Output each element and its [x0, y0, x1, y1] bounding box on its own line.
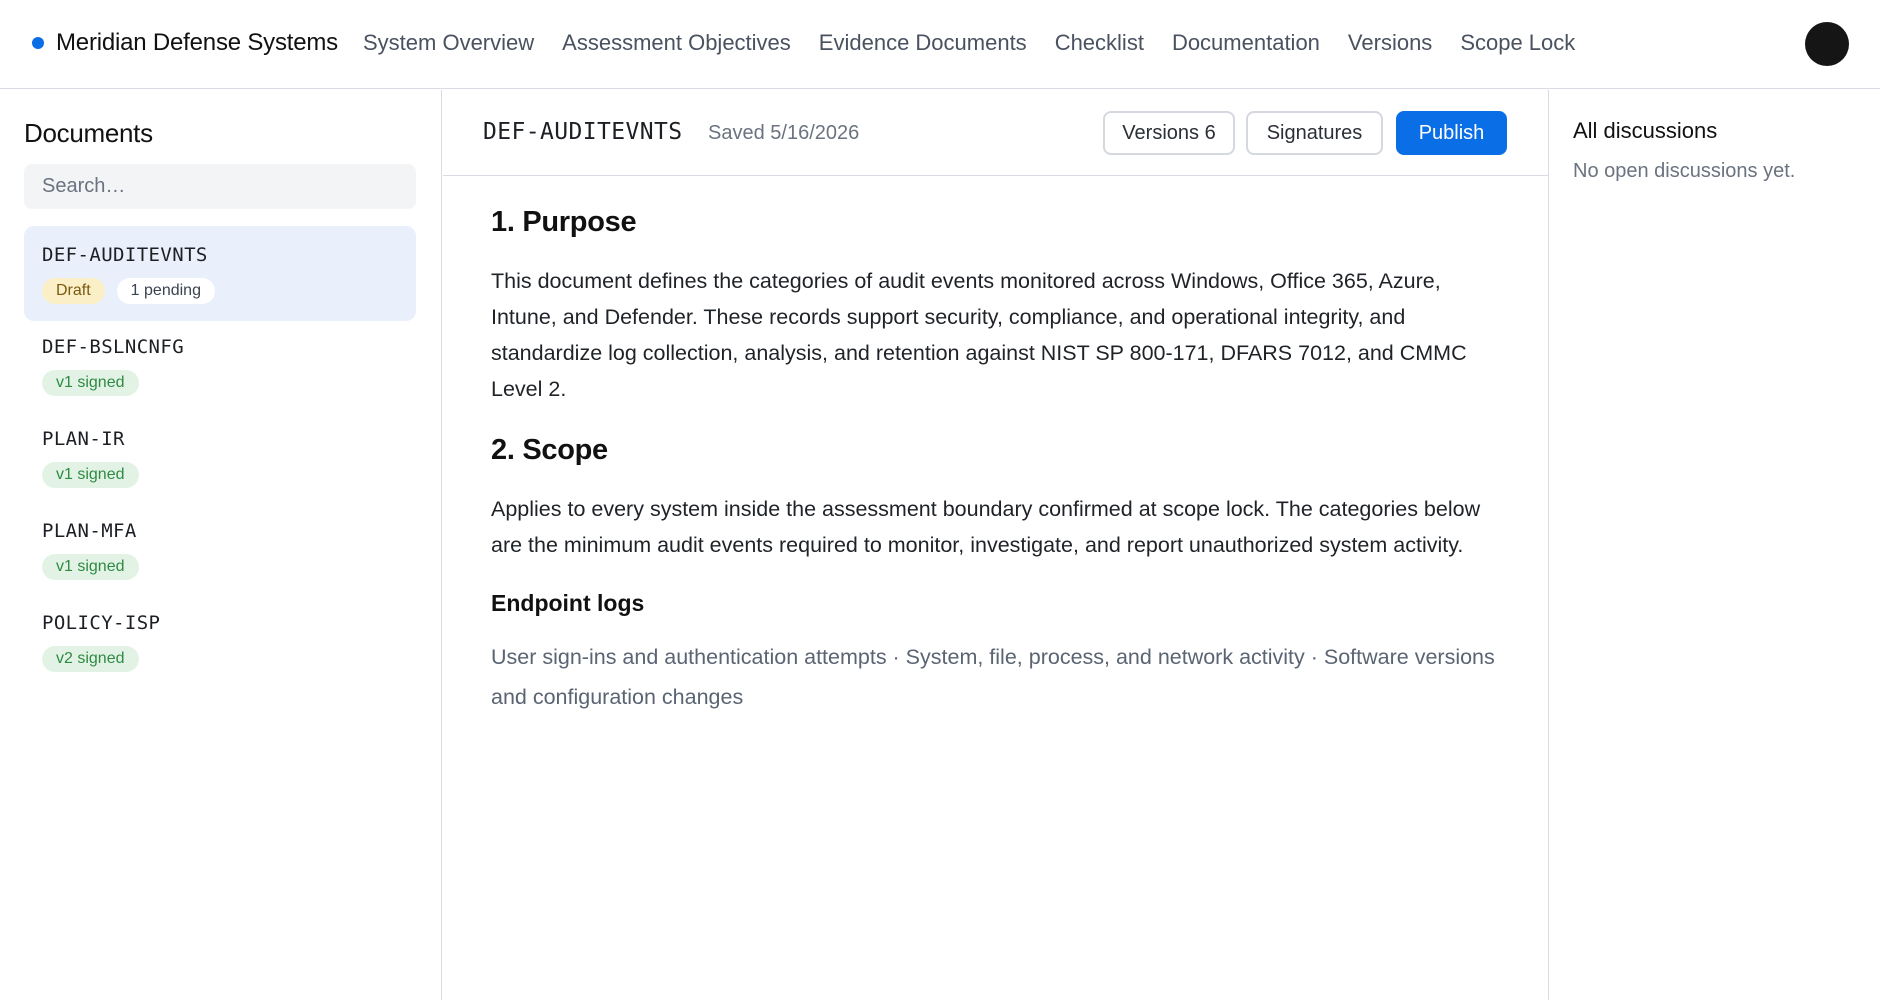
sidebar-title: Documents	[24, 118, 153, 148]
document-code: POLICY-ISP	[42, 612, 161, 634]
document-code: DEF-AUDITEVNTS	[42, 244, 208, 266]
search-input[interactable]	[24, 164, 416, 209]
subheading-endpoint-logs: Endpoint logs	[491, 590, 645, 616]
nav-checklist[interactable]: Checklist	[1054, 30, 1144, 55]
document-badges	[42, 370, 151, 396]
brand-dot-icon	[32, 37, 44, 49]
document-code: DEF-BSLNCNFG	[42, 336, 185, 358]
document-item-def-auditevnts[interactable]	[24, 226, 416, 321]
document-header	[443, 90, 1548, 176]
document-title: DEF-AUDITEVNTS	[483, 119, 683, 145]
nav-evidence-documents[interactable]: Evidence Documents	[818, 30, 1027, 55]
nav-assessment-objectives[interactable]: Assessment Objectives	[562, 30, 791, 55]
status-badge-signed: v1 signed	[42, 462, 139, 488]
document-item-plan-mfa[interactable]	[24, 502, 416, 597]
document-item-def-bslncnfg[interactable]	[24, 318, 416, 413]
section-text-purpose: This document defines the categories of audit events monitored across Windows, Office 365, Azure, Intune, and Defender. These records support security, compliance, and operational integrity, and standardize log collection, analysis, and retention against NIST SP 800-171, DFARS 7012, and CMMC Level 2.	[491, 269, 1467, 401]
nav-versions[interactable]: Versions	[1347, 30, 1433, 55]
nav-documentation[interactable]: Documentation	[1171, 30, 1320, 55]
brand[interactable]	[32, 29, 338, 57]
status-badge-pending: 1 pending	[117, 278, 215, 304]
status-badge-draft: Draft	[42, 278, 105, 304]
publish-button[interactable]: Publish	[1396, 111, 1507, 155]
section-text-scope: Applies to every system inside the assessment boundary confirmed at scope lock. The categories below are the minimum audit events required to monitor, investigate, and report unauthorized system activity.	[491, 497, 1481, 557]
section-heading-scope: 2. Scope	[491, 434, 608, 466]
saved-status: Saved 5/16/2026	[708, 122, 860, 144]
versions-button[interactable]: Versions 6	[1103, 111, 1235, 155]
status-badge-signed: v1 signed	[42, 370, 139, 396]
main-nav	[363, 30, 1603, 56]
user-avatar[interactable]	[1805, 22, 1849, 66]
endpoint-logs-list: User sign-ins and authentication attempts · System, file, process, and network activity · Software versions and configuration changes	[491, 645, 1495, 709]
document-badges	[42, 554, 151, 580]
document-item-plan-ir[interactable]	[24, 410, 416, 505]
document-badges	[42, 278, 227, 304]
discussions-empty-state: No open discussions yet.	[1573, 160, 1796, 182]
brand-name: Meridian Defense Systems	[56, 29, 338, 56]
status-badge-signed: v2 signed	[42, 646, 139, 672]
nav-scope-lock[interactable]: Scope Lock	[1460, 30, 1576, 55]
top-nav	[0, 0, 1880, 89]
nav-system-overview[interactable]: System Overview	[363, 30, 535, 55]
document-body[interactable]	[491, 206, 1511, 717]
document-item-policy-isp[interactable]	[24, 594, 416, 689]
document-editor	[443, 90, 1548, 1000]
discussions-title: All discussions	[1573, 118, 1718, 143]
section-heading-purpose: 1. Purpose	[491, 206, 637, 238]
document-code: PLAN-MFA	[42, 520, 137, 542]
document-badges	[42, 462, 151, 488]
document-code: PLAN-IR	[42, 428, 125, 450]
status-badge-signed: v1 signed	[42, 554, 139, 580]
documents-sidebar	[0, 90, 442, 1000]
signatures-button[interactable]: Signatures	[1246, 111, 1383, 155]
document-badges	[42, 646, 151, 672]
discussions-panel	[1548, 90, 1880, 1000]
